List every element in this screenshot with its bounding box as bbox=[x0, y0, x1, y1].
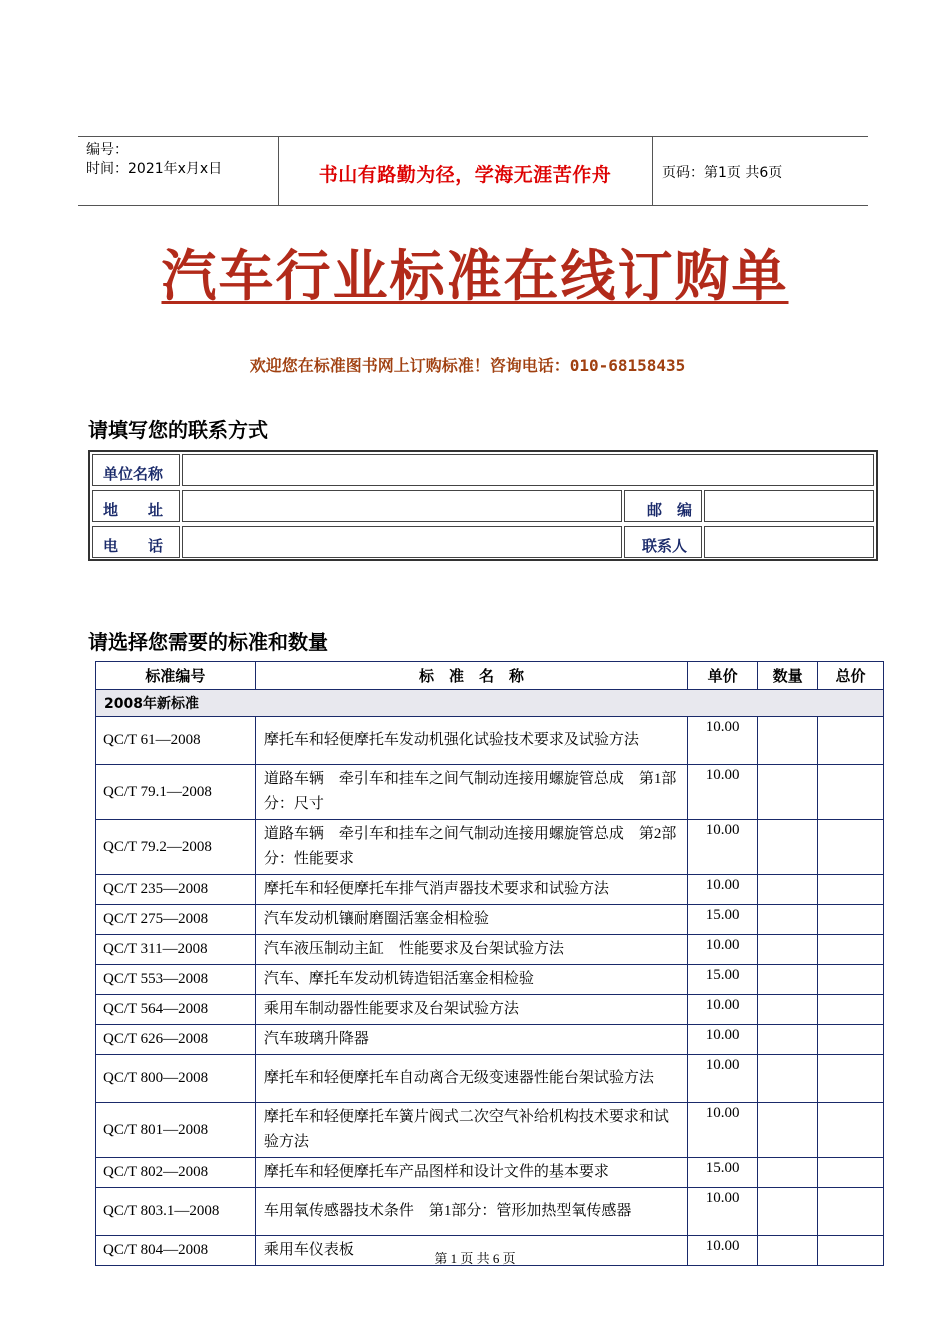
standard-code: QC/T 275—2008 bbox=[96, 905, 256, 935]
total-cell bbox=[818, 1158, 884, 1188]
standard-code: QC/T 79.1—2008 bbox=[96, 765, 256, 820]
contact-row-unit bbox=[90, 452, 876, 488]
quantity-cell[interactable] bbox=[758, 1158, 818, 1188]
total-cell bbox=[818, 765, 884, 820]
page-title bbox=[0, 232, 950, 311]
header-motto-cell bbox=[278, 137, 653, 205]
unit-price: 10.00 bbox=[688, 820, 758, 875]
total-cell bbox=[818, 1103, 884, 1158]
unit-price: 10.00 bbox=[688, 1188, 758, 1236]
unit-price: 10.00 bbox=[688, 1236, 758, 1266]
total-cell bbox=[818, 935, 884, 965]
standard-code: QC/T 802—2008 bbox=[96, 1158, 256, 1188]
document-header bbox=[78, 136, 868, 206]
total-cell bbox=[818, 965, 884, 995]
standard-name: 摩托车和轻便摩托车排气消声器技术要求和试验方法 bbox=[255, 875, 687, 905]
standard-code: QC/T 626—2008 bbox=[96, 1025, 256, 1055]
group-label: 2008年新标准 bbox=[96, 690, 884, 717]
group-row bbox=[96, 690, 884, 717]
number-label: 编号： bbox=[86, 142, 128, 158]
unit-price: 10.00 bbox=[688, 1103, 758, 1158]
table-row bbox=[96, 1025, 884, 1055]
standard-code: QC/T 61—2008 bbox=[96, 717, 256, 765]
phone-field[interactable] bbox=[182, 526, 622, 558]
table-row bbox=[96, 765, 884, 820]
unit-price: 10.00 bbox=[688, 935, 758, 965]
welcome-line: 欢迎您在标准图书网上订购标准！咨询电话：010-68158435 bbox=[249, 356, 686, 375]
standard-name: 汽车发动机镶耐磨圈活塞金相检验 bbox=[255, 905, 687, 935]
quantity-cell[interactable] bbox=[758, 717, 818, 765]
postcode-field[interactable] bbox=[704, 490, 874, 522]
unit-name-label: 单位名称 bbox=[92, 454, 180, 486]
table-row bbox=[96, 995, 884, 1025]
standard-code: QC/T 800—2008 bbox=[96, 1055, 256, 1103]
total-cell bbox=[818, 1188, 884, 1236]
unit-price: 15.00 bbox=[688, 905, 758, 935]
header-meta-cell bbox=[78, 137, 279, 205]
quantity-cell[interactable] bbox=[758, 905, 818, 935]
contact-row-phone bbox=[90, 524, 876, 560]
table-row bbox=[96, 965, 884, 995]
time-label: 时间：2021年x月x日 bbox=[86, 161, 223, 177]
total-cell bbox=[818, 875, 884, 905]
standards-table bbox=[95, 661, 884, 1266]
unit-price: 10.00 bbox=[688, 1055, 758, 1103]
contact-row-address bbox=[90, 488, 876, 524]
standards-header-row bbox=[96, 662, 884, 690]
col-code: 标准编号 bbox=[96, 662, 256, 690]
standards-heading: 请选择您需要的标准和数量 bbox=[88, 630, 328, 654]
standard-code: QC/T 801—2008 bbox=[96, 1103, 256, 1158]
standard-name: 摩托车和轻便摩托车自动离合无级变速器性能台架试验方法 bbox=[255, 1055, 687, 1103]
page-footer: 第 1 页 共 6 页 bbox=[434, 1251, 516, 1266]
table-row bbox=[96, 1103, 884, 1158]
page-info: 页码：第1页 共6页 bbox=[662, 165, 783, 181]
table-row bbox=[96, 905, 884, 935]
quantity-cell[interactable] bbox=[758, 1103, 818, 1158]
standard-code: QC/T 553—2008 bbox=[96, 965, 256, 995]
unit-price: 10.00 bbox=[688, 717, 758, 765]
standard-code: QC/T 311—2008 bbox=[96, 935, 256, 965]
table-row bbox=[96, 1158, 884, 1188]
col-total: 总价 bbox=[818, 662, 884, 690]
table-row bbox=[96, 935, 884, 965]
standard-code: QC/T 235—2008 bbox=[96, 875, 256, 905]
table-row bbox=[96, 820, 884, 875]
quantity-cell[interactable] bbox=[758, 765, 818, 820]
table-row bbox=[96, 1055, 884, 1103]
standard-name: 道路车辆 牵引车和挂车之间气制动连接用螺旋管总成 第2部分：性能要求 bbox=[255, 820, 687, 875]
standard-name: 摩托车和轻便摩托车簧片阀式二次空气补给机构技术要求和试验方法 bbox=[255, 1103, 687, 1158]
page-title-text: 汽车行业标准在线订购单 bbox=[161, 243, 789, 308]
total-cell bbox=[818, 1025, 884, 1055]
quantity-cell[interactable] bbox=[758, 875, 818, 905]
quantity-cell[interactable] bbox=[758, 1188, 818, 1236]
standard-code: QC/T 803.1—2008 bbox=[96, 1188, 256, 1236]
total-cell bbox=[818, 905, 884, 935]
unit-price: 10.00 bbox=[688, 765, 758, 820]
table-row bbox=[96, 717, 884, 765]
standard-code: QC/T 564—2008 bbox=[96, 995, 256, 1025]
quantity-cell[interactable] bbox=[758, 935, 818, 965]
postcode-label: 邮 编 bbox=[624, 490, 702, 522]
standard-name: 道路车辆 牵引车和挂车之间气制动连接用螺旋管总成 第1部分：尺寸 bbox=[255, 765, 687, 820]
total-cell bbox=[818, 820, 884, 875]
col-name: 标 准 名 称 bbox=[255, 662, 687, 690]
phone-label: 电 话 bbox=[92, 526, 180, 558]
standard-code: QC/T 79.2—2008 bbox=[96, 820, 256, 875]
unit-price: 15.00 bbox=[688, 1158, 758, 1188]
standard-name: 车用氧传感器技术条件 第1部分：管形加热型氧传感器 bbox=[255, 1188, 687, 1236]
unit-price: 10.00 bbox=[688, 995, 758, 1025]
standard-name: 汽车、摩托车发动机铸造铝活塞金相检验 bbox=[255, 965, 687, 995]
standard-name: 汽车玻璃升降器 bbox=[255, 1025, 687, 1055]
address-label: 地 址 bbox=[92, 490, 180, 522]
unit-price: 15.00 bbox=[688, 965, 758, 995]
total-cell bbox=[818, 1055, 884, 1103]
address-field[interactable] bbox=[182, 490, 622, 522]
contact-heading: 请填写您的联系方式 bbox=[88, 418, 268, 442]
unit-price: 10.00 bbox=[688, 1025, 758, 1055]
standard-name: 乘用车仪表板 bbox=[255, 1236, 687, 1266]
standard-name: 乘用车制动器性能要求及台架试验方法 bbox=[255, 995, 687, 1025]
standard-code: QC/T 804—2008 bbox=[96, 1236, 256, 1266]
quantity-cell[interactable] bbox=[758, 965, 818, 995]
standard-name: 摩托车和轻便摩托车发动机强化试验技术要求及试验方法 bbox=[255, 717, 687, 765]
quantity-cell[interactable] bbox=[758, 1055, 818, 1103]
motto-text: 书山有路勤为径，学海无涯苦作舟 bbox=[318, 164, 612, 186]
unit-price: 10.00 bbox=[688, 875, 758, 905]
col-price: 单价 bbox=[688, 662, 758, 690]
table-row bbox=[96, 1188, 884, 1236]
header-page-cell bbox=[653, 137, 868, 205]
quantity-cell[interactable] bbox=[758, 995, 818, 1025]
total-cell bbox=[818, 717, 884, 765]
quantity-cell[interactable] bbox=[758, 1025, 818, 1055]
contact-person-label: 联系人 bbox=[624, 526, 702, 558]
contact-person-field[interactable] bbox=[704, 526, 874, 558]
quantity-cell[interactable] bbox=[758, 820, 818, 875]
col-quantity: 数量 bbox=[758, 662, 818, 690]
contact-form-table bbox=[88, 450, 878, 561]
standard-name: 汽车液压制动主缸 性能要求及台架试验方法 bbox=[255, 935, 687, 965]
unit-name-field[interactable] bbox=[182, 454, 874, 486]
standard-name: 摩托车和轻便摩托车产品图样和设计文件的基本要求 bbox=[255, 1158, 687, 1188]
table-row bbox=[96, 875, 884, 905]
total-cell bbox=[818, 995, 884, 1025]
